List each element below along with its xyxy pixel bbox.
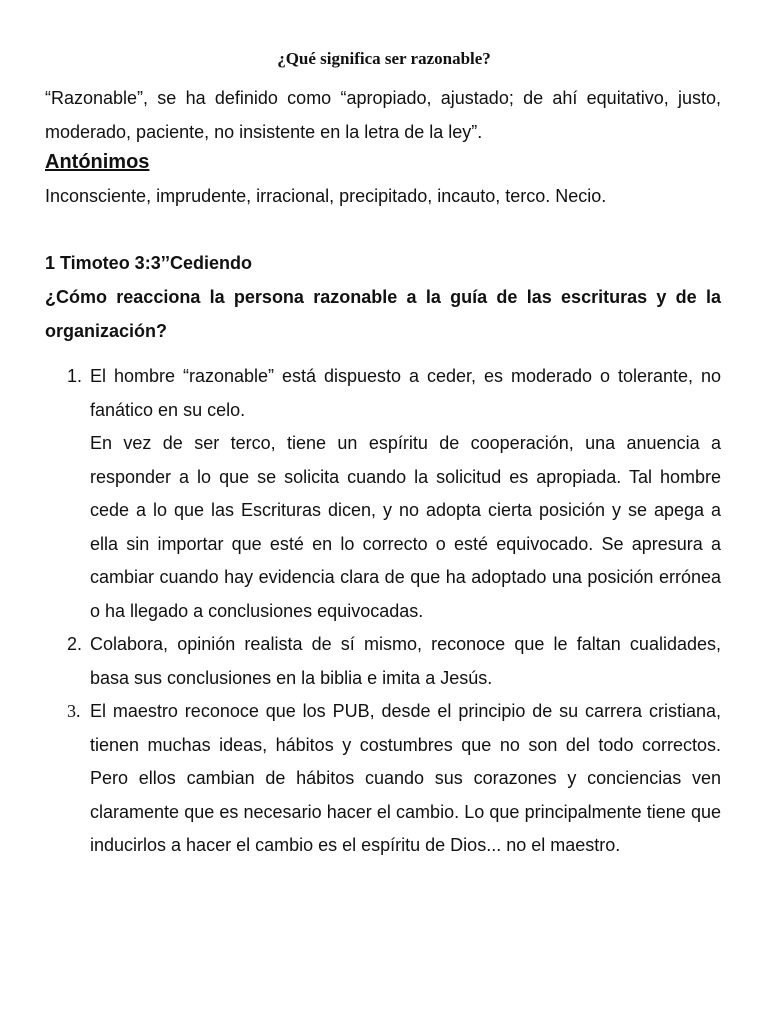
- list-item-text: Colabora, opinión realista de sí mismo, reconoce que le faltan cualidades, basa sus conclusiones en la biblia e imita a Jesús.: [90, 634, 721, 688]
- list-item-number: 1.: [67, 366, 83, 386]
- list-item-text: En vez de ser terco, tiene un espíritu de cooperación, una anuencia a responder a lo que se solicita cuando la solicitud es apropiada. Tal hombre cede a lo que las Escrituras dicen, y no adopta cierta posición y se apega a ella sin importar que esté en lo correcto o esté equivocado. Se apresura a cambiar cuando hay evidencia clara de que ha adoptado una posición errónea o ha llegado a conclusiones equivocadas.: [90, 433, 721, 621]
- document-title: ¿Qué significa ser razonable?: [277, 49, 491, 68]
- list-item-text: El maestro reconoce que los PUB, desde el principio de su carrera cristiana, tienen muchas ideas, hábitos y costumbres que no son del todo correctos. Pero ellos cambian de hábitos cuando sus corazones y conciencias ven claramente que es necesario hacer el cambio. Lo que principalmente tiene que inducirlos a hacer el cambio es el espíritu de Dios... no el maestro.: [90, 701, 721, 855]
- verse-reference: 1 Timoteo 3:3’’Cediendo: [45, 253, 253, 273]
- list-item-number: 2.: [67, 634, 83, 654]
- antonyms-heading: Antónimos: [45, 151, 150, 173]
- section-question: ¿Cómo reacciona la persona razonable a la guía de las escrituras y de la organización?: [45, 287, 721, 341]
- list-item: [45, 695, 721, 863]
- definition-paragraph: “Razonable”, se ha definido como “apropiado, ajustado; de ahí equitativo, justo, moderado, paciente, no insistente en la letra de la ley”.: [45, 88, 721, 142]
- list-item-number: 3.: [67, 701, 81, 721]
- numbered-list: [45, 360, 721, 863]
- antonyms-text: Inconsciente, imprudente, irracional, precipitado, incauto, terco. Necio.: [45, 186, 607, 206]
- list-item: [45, 628, 721, 695]
- list-item-text: El hombre “razonable” está dispuesto a ceder, es moderado o tolerante, no fanático en su celo.: [90, 366, 721, 420]
- list-item: [45, 360, 721, 628]
